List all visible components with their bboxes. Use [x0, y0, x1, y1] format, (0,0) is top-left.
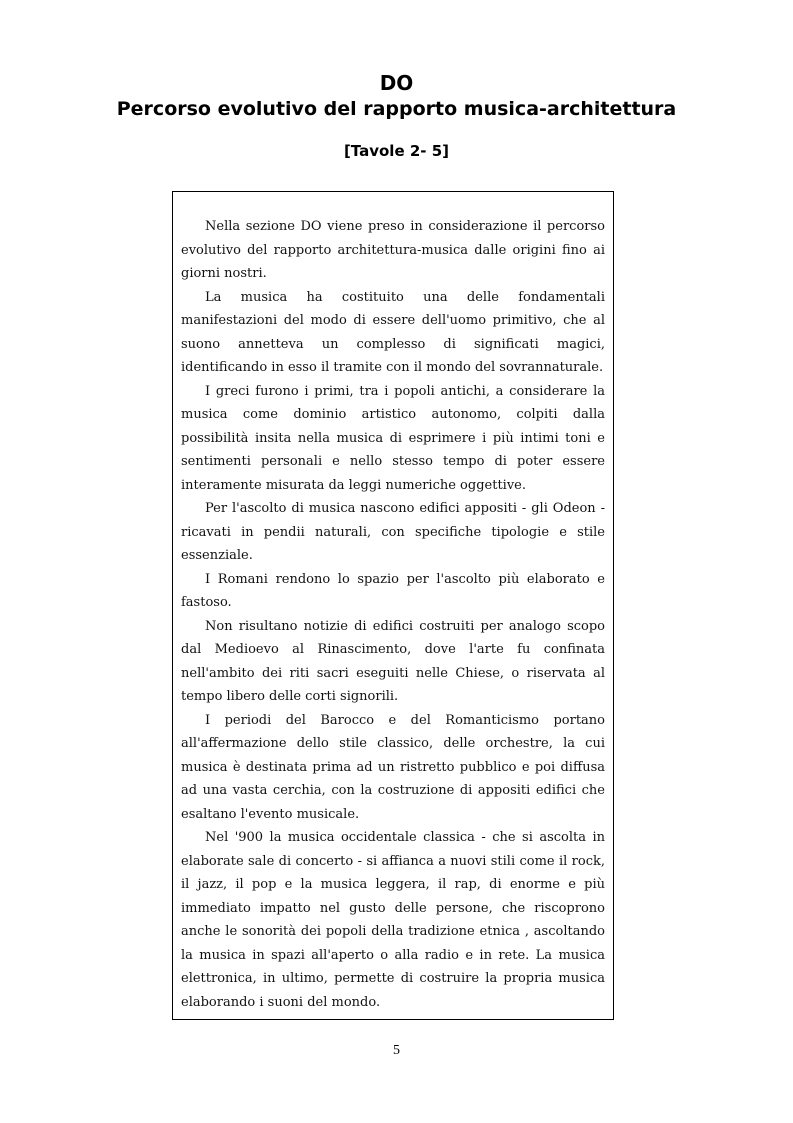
page-number: 5: [393, 1043, 400, 1058]
plates-reference: [Tavole 2- 5]: [343, 142, 450, 160]
paragraph: Nella sezione DO viene preso in considerazione il percorso evolutivo del rapporto architettura-musica dalle origini fino ai giorni nostri.: [181, 219, 605, 281]
text-box: [172, 191, 614, 1020]
paragraph: Per l'ascolto di musica nascono edifici appositi - gli Odeon - ricavati in pendii naturali, con specifiche tipologie e stile essenziale.: [181, 501, 605, 563]
page-title: DO: [379, 71, 414, 95]
section-title: Percorso evolutivo del rapporto musica-architettura: [116, 98, 677, 120]
paragraph: I periodi del Barocco e del Romanticismo portano all'affermazione dello stile classico, delle orchestre, la cui musica è destinata prima ad un ristretto pubblico e poi diffusa ad una vasta cerchia, con la costruzione di appositi edifici che esaltano l'evento musicale.: [181, 712, 605, 822]
paragraph: I greci furono i primi, tra i popoli antichi, a considerare la musica come dominio artistico autonomo, colpiti dalla possibilità insita nella musica di esprimere i più intimi toni e sentimenti personali e nello stesso tempo di poter essere interamente misurata da leggi numeriche oggettive.: [181, 383, 605, 493]
paragraph: Non risultano notizie di edifici costruiti per analogo scopo dal Medioevo al Rinascimento, dove l'arte fu confinata nell'ambito dei riti sacri eseguiti nelle Chiese, o riservata al tempo libero delle corti signorili.: [181, 618, 605, 704]
paragraph: La musica ha costituito una delle fondamentali manifestazioni del modo di essere dell'uomo primitivo, che al suono annetteva un complesso di significati magici, identificando in esso il tramite con il mondo del sovrannaturale.: [181, 289, 605, 375]
paragraph: Nel '900 la musica occidentale classica - che si ascolta in elaborate sale di concerto - si affianca a nuovi stili come il rock, il jazz, il pop e la musica leggera, il rap, di enorme e più immediato impatto nel gusto delle persone, che riscoprono anche le sonorità dei popoli della tradizione etnica , ascoltando la musica in spazi all'aperto o alla radio e in rete. La musica elettronica, in ultimo, permette di costruire la propria musica elaborando i suoni del mondo.: [181, 830, 605, 1010]
paragraph: I Romani rendono lo spazio per l'ascolto più elaborato e fastoso.: [181, 571, 605, 610]
